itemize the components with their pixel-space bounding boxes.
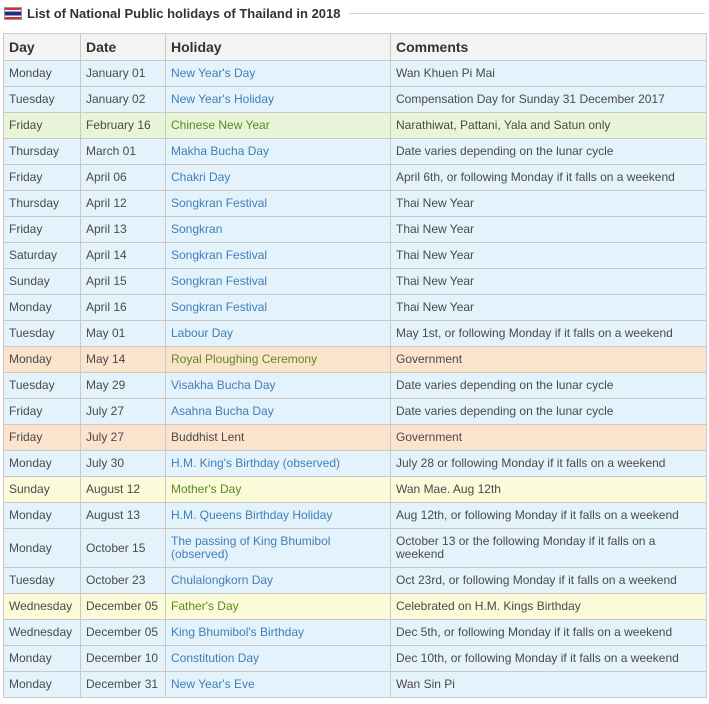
holiday-rows [4,61,707,698]
date-cell: April 15 [81,269,166,295]
day-cell: Sunday [4,477,81,503]
date-cell: October 23 [81,568,166,594]
date-cell: March 01 [81,139,166,165]
day-cell: Thursday [4,139,81,165]
date-cell: July 27 [81,425,166,451]
day-cell: Monday [4,347,81,373]
holiday-link[interactable]: New Year's Day [166,61,391,87]
comments-cell: July 28 or following Monday if it falls on a weekend [391,451,707,477]
comments-cell: Dec 10th, or following Monday if it falls on a weekend [391,646,707,672]
day-cell: Monday [4,61,81,87]
comments-cell: Celebrated on H.M. Kings Birthday [391,594,707,620]
date-cell: July 30 [81,451,166,477]
date-cell: December 31 [81,672,166,698]
comments-cell: Wan Khuen Pi Mai [391,61,707,87]
table-row [4,399,707,425]
table-row [4,477,707,503]
date-cell: August 13 [81,503,166,529]
comments-cell: Thai New Year [391,243,707,269]
date-cell: April 14 [81,243,166,269]
comments-cell: Wan Mae. Aug 12th [391,477,707,503]
comments-cell: Compensation Day for Sunday 31 December 2017 [391,87,707,113]
comments-cell: Oct 23rd, or following Monday if it falls on a weekend [391,568,707,594]
date-cell: October 15 [81,529,166,568]
date-cell: May 14 [81,347,166,373]
holiday-link[interactable]: Songkran Festival [166,269,391,295]
comments-cell: April 6th, or following Monday if it falls on a weekend [391,165,707,191]
table-row [4,321,707,347]
date-cell: April 06 [81,165,166,191]
date-cell: July 27 [81,399,166,425]
holiday-link[interactable]: Constitution Day [166,646,391,672]
holiday-link[interactable]: King Bhumibol's Birthday [166,620,391,646]
comments-cell: Narathiwat, Pattani, Yala and Satun only [391,113,707,139]
table-row [4,529,707,568]
table-row [4,503,707,529]
date-cell: May 29 [81,373,166,399]
date-cell: February 16 [81,113,166,139]
table-row [4,217,707,243]
comments-cell: Wan Sin Pi [391,672,707,698]
comments-cell: Date varies depending on the lunar cycle [391,399,707,425]
table-row [4,61,707,87]
holiday-link[interactable]: Buddhist Lent [166,425,391,451]
comments-cell: Thai New Year [391,269,707,295]
table-row [4,87,707,113]
day-cell: Monday [4,672,81,698]
title-divider [349,13,706,14]
holiday-link[interactable]: Songkran Festival [166,191,391,217]
day-cell: Tuesday [4,373,81,399]
day-cell: Tuesday [4,321,81,347]
column-header-holiday: Holiday [166,34,391,61]
table-row [4,113,707,139]
table-row [4,373,707,399]
date-cell: April 16 [81,295,166,321]
date-cell: August 12 [81,477,166,503]
day-cell: Monday [4,295,81,321]
date-cell: December 10 [81,646,166,672]
comments-cell: Date varies depending on the lunar cycle [391,139,707,165]
date-cell: May 01 [81,321,166,347]
comments-cell: Thai New Year [391,217,707,243]
comments-cell: October 13 or the following Monday if it falls on a weekend [391,529,707,568]
day-cell: Tuesday [4,568,81,594]
holiday-link[interactable]: Makha Bucha Day [166,139,391,165]
comments-cell: May 1st, or following Monday if it falls on a weekend [391,321,707,347]
table-row [4,672,707,698]
date-cell: December 05 [81,620,166,646]
header-row [4,34,707,61]
table-row [4,568,707,594]
comments-cell: Thai New Year [391,191,707,217]
holiday-link[interactable]: Songkran Festival [166,243,391,269]
holiday-link[interactable]: Chakri Day [166,165,391,191]
thailand-flag-icon [4,7,22,20]
day-cell: Monday [4,646,81,672]
holidays-table [3,33,707,698]
comments-cell: Aug 12th, or following Monday if it falls on a weekend [391,503,707,529]
date-cell: January 01 [81,61,166,87]
table-row [4,594,707,620]
page-title: List of National Public holidays of Thailand in 2018 [27,5,341,21]
table-row [4,425,707,451]
day-cell: Sunday [4,269,81,295]
day-cell: Wednesday [4,620,81,646]
comments-cell: Government [391,347,707,373]
table-row [4,451,707,477]
holiday-link[interactable]: Labour Day [166,321,391,347]
day-cell: Friday [4,399,81,425]
holiday-link[interactable]: New Year's Eve [166,672,391,698]
table-row [4,347,707,373]
column-header-date: Date [81,34,166,61]
comments-cell: Dec 5th, or following Monday if it falls on a weekend [391,620,707,646]
date-cell: January 02 [81,87,166,113]
table-row [4,620,707,646]
holiday-link[interactable]: Chulalongkorn Day [166,568,391,594]
day-cell: Friday [4,113,81,139]
date-cell: April 12 [81,191,166,217]
holiday-link[interactable]: New Year's Holiday [166,87,391,113]
day-cell: Saturday [4,243,81,269]
comments-cell: Date varies depending on the lunar cycle [391,373,707,399]
table-row [4,646,707,672]
holiday-link[interactable]: The passing of King Bhumibol (observed) [166,529,391,568]
table-row [4,295,707,321]
day-cell: Tuesday [4,87,81,113]
table-row [4,243,707,269]
holiday-link[interactable]: Royal Ploughing Ceremony [166,347,391,373]
column-header-comments: Comments [391,34,707,61]
comments-cell: Government [391,425,707,451]
table-row [4,191,707,217]
day-cell: Wednesday [4,594,81,620]
day-cell: Friday [4,165,81,191]
holiday-link[interactable]: Mother's Day [166,477,391,503]
holiday-link[interactable]: Chinese New Year [166,113,391,139]
date-cell: April 13 [81,217,166,243]
day-cell: Monday [4,451,81,477]
day-cell: Monday [4,503,81,529]
table-row [4,165,707,191]
holiday-link[interactable]: Songkran Festival [166,295,391,321]
day-cell: Thursday [4,191,81,217]
day-cell: Monday [4,529,81,568]
holiday-link[interactable]: Visakha Bucha Day [166,373,391,399]
holiday-link[interactable]: Father's Day [166,594,391,620]
comments-cell: Thai New Year [391,295,707,321]
table-row [4,139,707,165]
holiday-link[interactable]: H.M. King's Birthday (observed) [166,451,391,477]
title-bar [0,0,709,26]
day-cell: Friday [4,217,81,243]
day-cell: Friday [4,425,81,451]
column-header-day: Day [4,34,81,61]
holiday-link[interactable]: Asahna Bucha Day [166,399,391,425]
table-row [4,269,707,295]
holiday-link[interactable]: H.M. Queens Birthday Holiday [166,503,391,529]
holiday-link[interactable]: Songkran [166,217,391,243]
date-cell: December 05 [81,594,166,620]
